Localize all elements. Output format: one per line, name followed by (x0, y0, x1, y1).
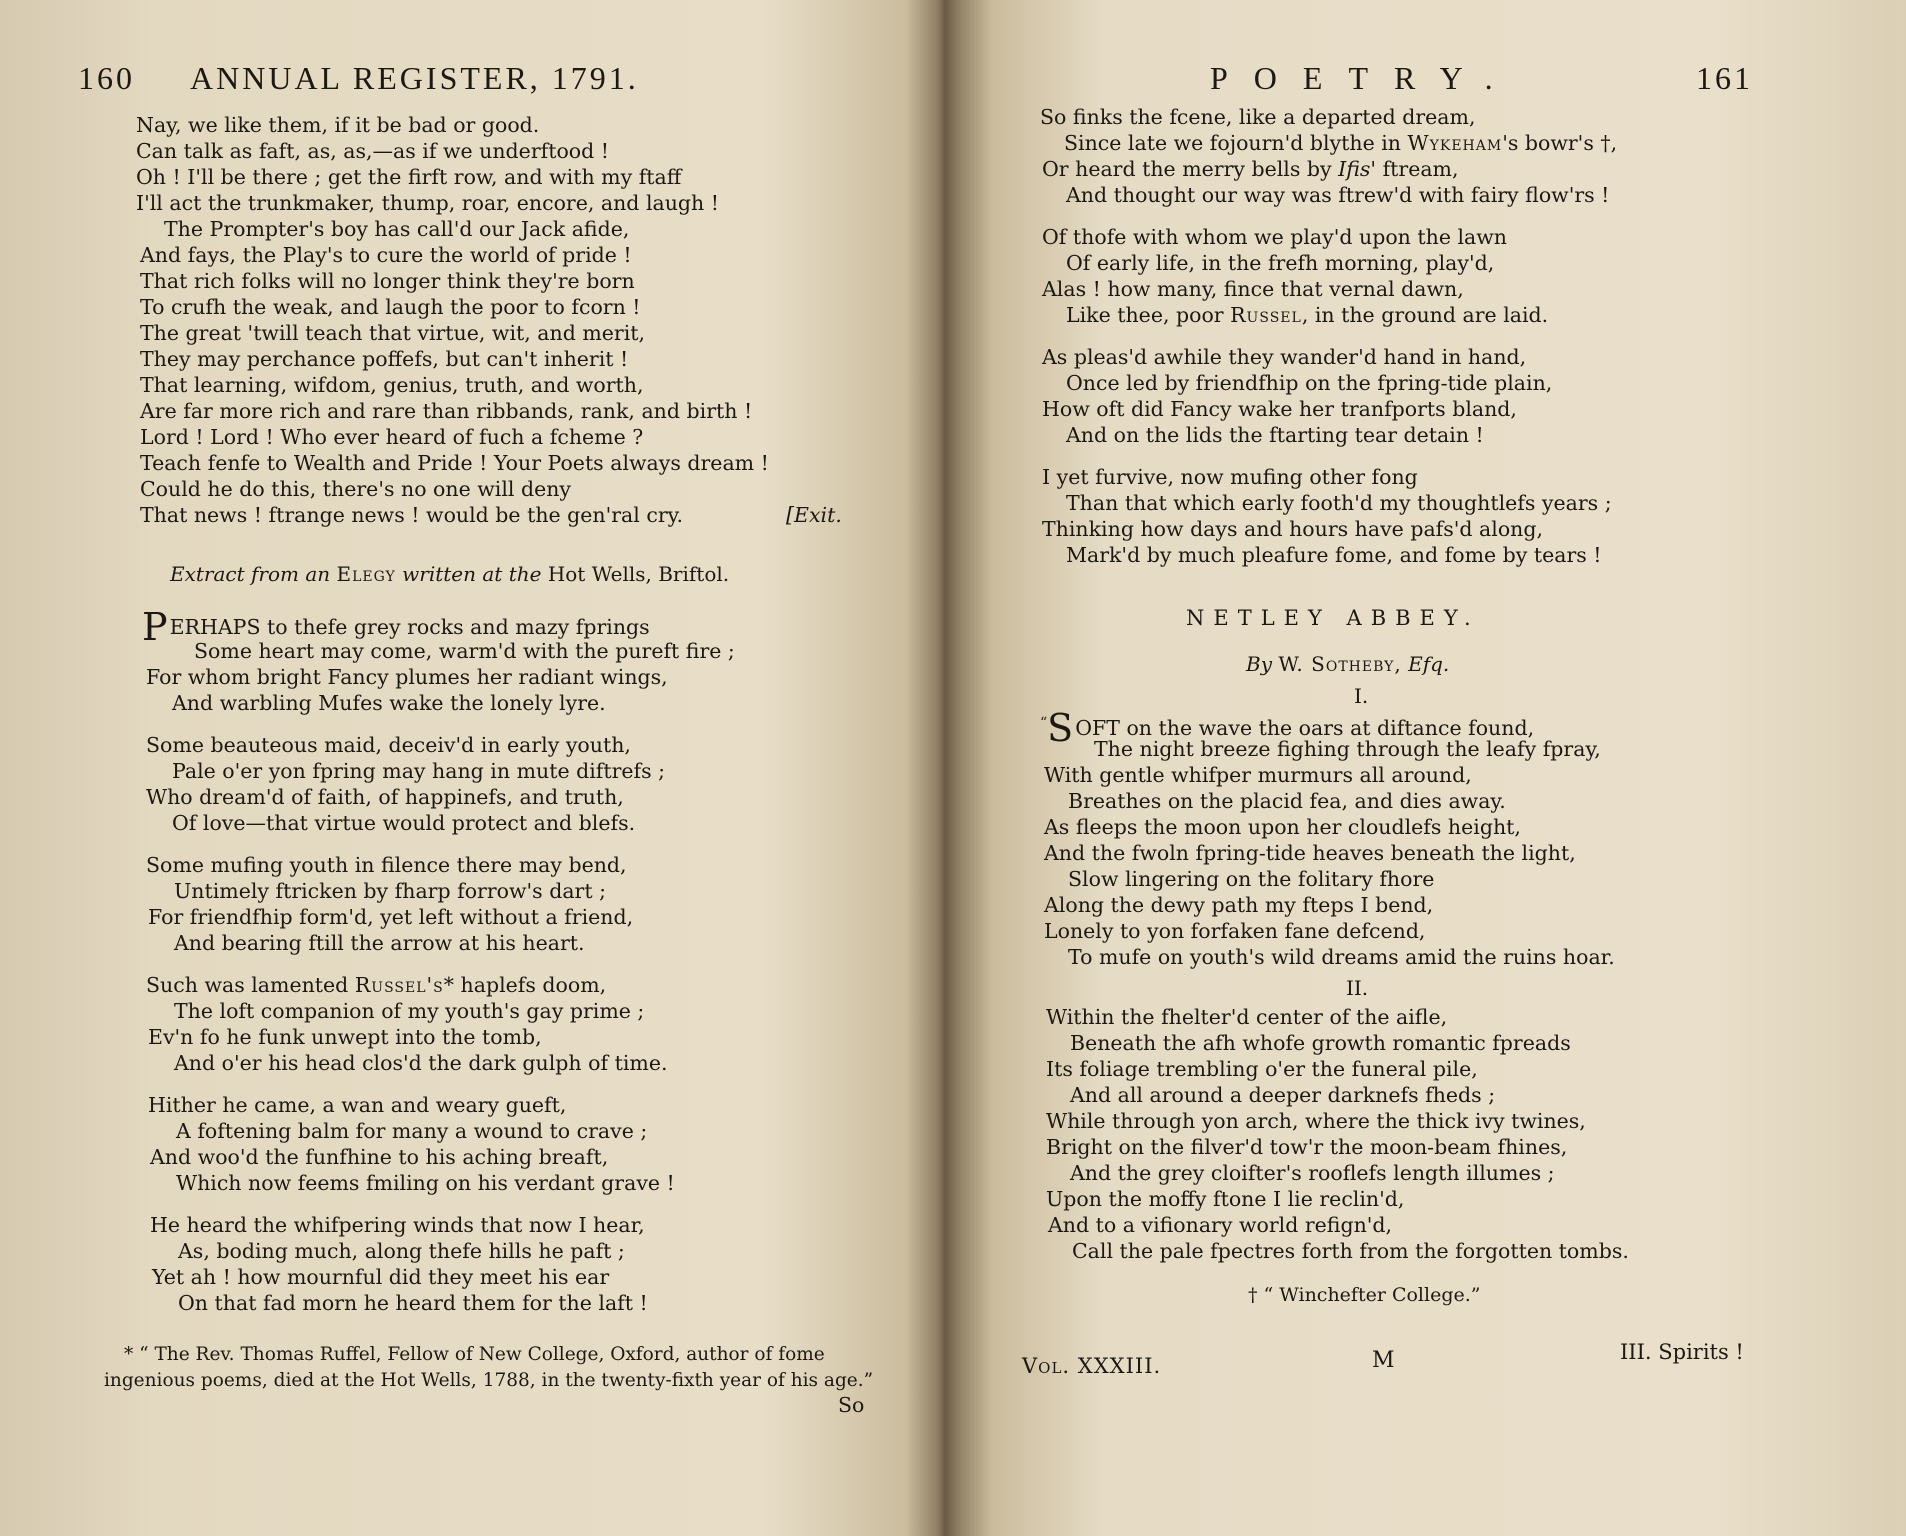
verse-line: And the fwoln fpring-tide heaves beneath the light, (1044, 841, 1576, 865)
verse-line: So finks the fcene, like a departed dream, (1040, 105, 1476, 129)
verse-line: A foftening balm for many a wound to crave ; (176, 1119, 648, 1143)
verse-line: Nay, we like them, if it be bad or good. (136, 113, 540, 137)
signature-volume: Vol. XXXIII. (1022, 1354, 1162, 1378)
verse-line: The great 'twill teach that virtue, wit, and merit, (140, 321, 646, 345)
verse-line: Its foliage trembling o'er the funeral pile, (1046, 1057, 1478, 1081)
verse-line: Slow lingering on the folitary fhore (1068, 867, 1435, 891)
verse-line: For whom bright Fancy plumes her radiant wings, (146, 665, 668, 689)
verse-line: “SOFT on the wave the oars at diftance found, (1040, 706, 1535, 750)
verse-line: And the grey cloifter's rooflefs length illumes ; (1070, 1161, 1555, 1185)
verse-line: To mufe on youth's wild dreams amid the ruins hoar. (1068, 945, 1615, 969)
left-running-header (0, 60, 930, 110)
verse-line: The night breeze fighing through the leafy fpray, (1094, 737, 1601, 761)
verse-line: Of love—that virtue would protect and blefs. (172, 811, 636, 835)
footnote-line: * “ The Rev. Thomas Ruffel, Fellow of New College, Oxford, author of fome (124, 1344, 825, 1365)
poem-title: NETLEY ABBEY. (1186, 606, 1480, 630)
verse-line: Could he do this, there's no one will deny (140, 477, 572, 501)
drop-cap: P (142, 605, 168, 649)
verse-line: As fleeps the moon upon her cloudlefs height, (1044, 815, 1521, 839)
verse-line: Upon the moffy ftone I lie reclin'd, (1046, 1187, 1405, 1211)
verse-line: Breathes on the placid fea, and dies away. (1068, 789, 1506, 813)
verse-line: I yet furvive, now mufing other fong (1042, 465, 1418, 489)
verse-line: Along the dewy path my fteps I bend, (1044, 893, 1434, 917)
verse-line: And to a vifionary world refign'd, (1048, 1213, 1393, 1237)
right-running-header (962, 60, 1906, 110)
verse-line: Lord ! Lord ! Who ever heard of fuch a fcheme ? (140, 425, 644, 449)
verse-line: Such was lamented Russel's* haplefs doom, (146, 973, 607, 997)
verse-line: He heard the whifpering winds that now I hear, (150, 1213, 645, 1237)
footnote-line: ingenious poems, died at the Hot Wells, 1788, in the twenty-fixth year of his age.” (104, 1370, 874, 1391)
verse-line: To crufh the weak, and laugh the poor to fcorn ! (140, 295, 641, 319)
left-page (0, 0, 930, 1536)
verse-line: Than that which early footh'd my thoughtlefs years ; (1066, 491, 1612, 515)
running-head: ANNUAL REGISTER, 1791. (190, 60, 639, 96)
verse-line: That news ! ftrange news ! would be the gen'ral cry. (140, 503, 684, 527)
exit-direction: [Exit. (786, 503, 842, 527)
verse-line: How oft did Fancy wake her tranfports bland, (1042, 397, 1517, 421)
verse-line: On that fad morn he heard them for the laft ! (178, 1291, 648, 1315)
verse-line: And thought our way was ftrew'd with fairy flow'rs ! (1066, 183, 1610, 207)
poem-byline: By W. Sotheby, Efq. (1246, 652, 1450, 676)
catchword: III. Spirits ! (1620, 1340, 1744, 1364)
verse-line: With gentle whifper murmurs all around, (1044, 763, 1472, 787)
verse-line: For friendfhip form'd, yet left without a friend, (148, 905, 634, 929)
verse-line: And warbling Mufes wake the lonely lyre. (172, 691, 606, 715)
running-head: POETRY. (1210, 60, 1519, 96)
verse-line: Which now feems fmiling on his verdant grave ! (176, 1171, 675, 1195)
verse-line: Teach fenfe to Wealth and Pride ! Your Poets always dream ! (140, 451, 769, 475)
verse-line: Beneath the afh whofe growth romantic fpreads (1070, 1031, 1571, 1055)
section-number: II. (1346, 976, 1369, 1000)
right-page (962, 0, 1906, 1536)
verse-line: The loft companion of my youth's gay prime ; (174, 999, 645, 1023)
verse-line: Alas ! how many, fince that vernal dawn, (1042, 277, 1464, 301)
verse-line: Untimely ftricken by fharp forrow's dart ; (174, 879, 607, 903)
verse-line: Can talk as faft, as, as,—as if we underftood ! (136, 139, 610, 163)
verse-line: And o'er his head clos'd the dark gulph of time. (174, 1051, 668, 1075)
verse-line: Some heart may come, warm'd with the pureft fire ; (194, 639, 735, 663)
verse-line: And fays, the Play's to cure the world of pride ! (140, 243, 632, 267)
verse-line: That learning, wifdom, genius, truth, and worth, (140, 373, 644, 397)
verse-line: Or heard the merry bells by Ifis' ftream, (1042, 157, 1459, 181)
elegy-heading: Extract from an Elegy written at the Hot Wells, Briftol. (170, 562, 730, 586)
verse-line: The Prompter's boy has call'd our Jack afide, (164, 217, 630, 241)
verse-line: And bearing ftill the arrow at his heart. (174, 931, 585, 955)
verse-line: Who dream'd of faith, of happinefs, and truth, (146, 785, 624, 809)
verse-line: I'll act the trunkmaker, thump, roar, encore, and laugh ! (136, 191, 719, 215)
verse-line: And on the lids the ftarting tear detain ! (1066, 423, 1484, 447)
verse-line: Call the pale fpectres forth from the forgotten tombs. (1072, 1239, 1629, 1263)
verse-line: Pale o'er yon fpring may hang in mute diftrefs ; (172, 759, 666, 783)
verse-line: Within the fhelter'd center of the aifle, (1046, 1005, 1448, 1029)
verse-line: Since late we fojourn'd blythe in Wykeham's bowr's †, (1064, 131, 1618, 155)
section-number: I. (1354, 684, 1369, 708)
verse-line: Of thofe with whom we play'd upon the lawn (1042, 225, 1507, 249)
verse-line: Thinking how days and hours have pafs'd along, (1042, 517, 1544, 541)
verse-line: Hither he came, a wan and weary gueft, (148, 1093, 567, 1117)
verse-line: Bright on the filver'd tow'r the moon-beam fhines, (1046, 1135, 1568, 1159)
verse-line: And all around a deeper darknefs fheds ; (1070, 1083, 1496, 1107)
footnote: † “ Winchefter College.” (1248, 1284, 1481, 1306)
verse-line: Of early life, in the frefh morning, play'd, (1066, 251, 1495, 275)
verse-line: And woo'd the funfhine to his aching breaft, (150, 1145, 609, 1169)
verse-line: Oh ! I'll be there ; get the firft row, and with my ftaff (136, 165, 682, 189)
signature-mark: M (1372, 1348, 1395, 1373)
verse-line: As pleas'd awhile they wander'd hand in hand, (1042, 345, 1527, 369)
verse-line: Yet ah ! how mournful did they meet his ear (152, 1265, 610, 1289)
drop-cap: S (1047, 706, 1074, 750)
verse-line: Are far more rich and rare than ribbands, rank, and birth ! (140, 399, 753, 423)
catchword: So (838, 1393, 865, 1417)
verse-line: Once led by friendfhip on the fpring-tide plain, (1066, 371, 1553, 395)
verse-line: Mark'd by much pleafure fome, and fome by tears ! (1066, 543, 1602, 567)
verse-line: PERHAPS to thefe grey rocks and mazy fprings (142, 605, 650, 649)
verse-line: They may perchance poffefs, but can't inherit ! (140, 347, 629, 371)
verse-line: Some mufing youth in filence there may bend, (146, 853, 627, 877)
page-number: 161 (1696, 60, 1753, 96)
verse-line: While through yon arch, where the thick ivy twines, (1046, 1109, 1586, 1133)
page-number: 160 (78, 60, 135, 96)
verse-line: Ev'n fo he funk unwept into the tomb, (148, 1025, 542, 1049)
verse-line: Lonely to yon forfaken fane defcend, (1044, 919, 1426, 943)
verse-line: Some beauteous maid, deceiv'd in early youth, (146, 733, 631, 757)
verse-line: As, boding much, along thefe hills he paft ; (178, 1239, 625, 1263)
verse-line: That rich folks will no longer think they're born (140, 269, 635, 293)
verse-line: Like thee, poor Russel, in the ground are laid. (1066, 303, 1549, 327)
